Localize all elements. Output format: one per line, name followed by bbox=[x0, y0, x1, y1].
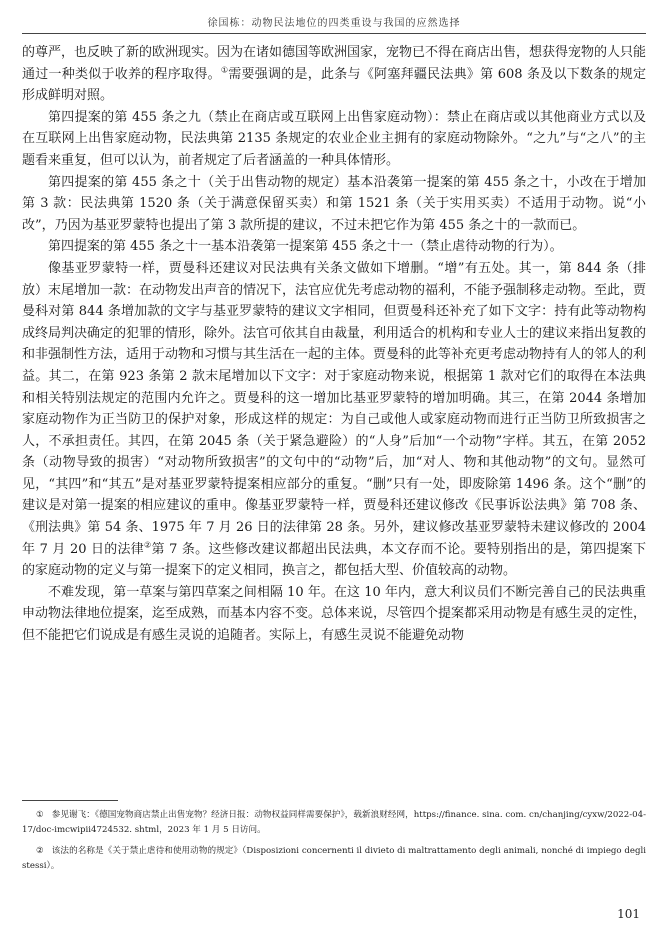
paragraph-5-text: 像基亚罗蒙特一样，贾曼科还建议对民法典有关条文做如下增删。“增”有五处。其一，第 844 条（排放）末尾增加一款：在动物发出声音的情况下，法官应优先考虑动物的福利，不能予强制移走动物。至此，贾曼科对第 844 条增加款的文字与基亚罗蒙特的建议文字相同，但贾曼科还补充了如下文字：持有此等动物构成终局判决确定的犯罪的情形，除外。法官可依其自由裁量，利用适合的机构和专业人士的建议来指出复教的和非强制性方法，适用于动物和习惯与其生活在一起的主体。贾曼科的此等补充更考虑动物持有人的邻人的利益。其二，在第 923 条第 2 款末尾增加以下文字：对于家庭动物来说，根据第 1 款对它们的取得在本法典和相关特别法规定的范围内允许之。贾曼科的这一增加比基亚罗蒙特的增加明确。其三，在第 2044 条增加家庭动物作为正当防卫的保护对象，形成这样的规定：为自己或他人或家庭动物而进行正当防卫所致损害之人，不承担责任。其四，在第 2045 条（关于紧急避险）的“人身”后加“一个动物”字样。其五，在第 2052 条（动物导致的损害）“对动物所致损害”的文句中的“动物”后，加“对人、物和其他动物”的文句。显然可见，“其四”和“其五”是对基亚罗蒙特提案相应部分的重复。“删”只有一处，即废除第 1496 条。这个“删”的建议是对第一提案的相应建议的重申。像基亚罗蒙特一样，贾曼科还建议修改《民事诉讼法典》第 708 条、《刑法典》第 54 条、1975 年 7 月 26 日的法律第 28 条。另外，建议修改基亚罗蒙特未建议修改的 2004 年 7 月 20 日的法律 bbox=[22, 260, 647, 557]
paragraph-3: 第四提案的第 455 条之十（关于出售动物的规定）基本沿袭第一提案的第 455 条之十，小改在于增加第 3 款：民法典第 1520 条（关于满意保留买卖）和第 1521 条（关于实用买卖）不适用于动物。说“小改”，乃因为基亚罗蒙特也提出了第 3 款所提的建议，不过未把它作为第 455 条之十的一款而已。 bbox=[22, 174, 646, 233]
footnote-ref-1[interactable]: ① bbox=[220, 65, 229, 75]
paragraph-4: 第四提案的第 455 条之十一基本沿袭第一提案第 455 条之十一（禁止虐待动物的行为）。 bbox=[48, 239, 563, 255]
paragraph-2: 第四提案的第 455 条之九（禁止在商店或互联网上出售家庭动物）：禁止在商店或以其他商业方式以及在互联网上出售家庭动物，民法典第 2135 条规定的农业企业主拥有的家庭动物除外。“之九”与“之八”的主题看来重复，但可以认为，前者规定了后者涵盖的一种具体情形。 bbox=[22, 109, 646, 168]
footnote-2-number: ② bbox=[36, 846, 44, 856]
footnote-ref-2[interactable]: ② bbox=[144, 540, 152, 550]
paragraph-1-continued: 需要强调的是，此条与《阿塞拜疆民法典》第 608 条及以下数条的规定形成鲜明对照。 bbox=[22, 66, 646, 104]
article-body bbox=[22, 42, 646, 647]
footnote-1 bbox=[22, 808, 646, 838]
paragraph-1 bbox=[22, 42, 646, 107]
page-number: 101 bbox=[617, 907, 640, 921]
footnote-1-text: 参见谢飞：《德国宠物商店禁止出售宠物？经济日报：动物权益同样需要保护》，载新浪财经网，https://finance. sina. com. cn/chanjing/cyxw/2022-04-17/doc-imcwipii4724532. shtml，2023 年 1 月 5 日访问。 bbox=[22, 810, 646, 835]
footnote-2 bbox=[22, 844, 646, 874]
paragraph-5-continued: 第 7 条。这些修改建议都超出民法典，本文存而不论。要特别指出的是，第四提案下的家庭动物的定义与第一提案下的定义相同，换言之，都包括大型、价值较高的动物。 bbox=[22, 541, 647, 579]
paragraph-6: 不难发现，第一草案与第四草案之间相隔 10 年。在这 10 年内，意大利议员们不断完善自己的民法典重申动物法律地位提案，迄至成熟，而基本内容不变。总体来说，尽管四个提案都采用动物是有感生灵的定性，但不能把它们说成是有感生灵说的追随者。实际上，有感生灵说不能避免动物 bbox=[22, 584, 647, 644]
footnotes bbox=[22, 808, 646, 880]
running-header: 徐国栋：动物民法地位的四类重设与我国的应然选择 bbox=[207, 18, 461, 29]
header-rule bbox=[22, 33, 646, 34]
footnote-2-text: 该法的名称是《关于禁止虐待和使用动物的规定》（Disposizioni concernenti il divieto di maltrattamento degli animali, nonché di impiego degli stessi）。 bbox=[22, 846, 646, 871]
footnote-1-number: ① bbox=[36, 810, 44, 820]
footnote-rule bbox=[22, 800, 118, 801]
paragraph-5 bbox=[22, 258, 646, 582]
paragraph-1-text: 的尊严，也反映了新的欧洲现实。因为在诸如德国等欧洲国家，宠物已不得在商店出售，想获得宠物的人只能通过一种类似于收养的程序取得。 bbox=[22, 45, 647, 82]
